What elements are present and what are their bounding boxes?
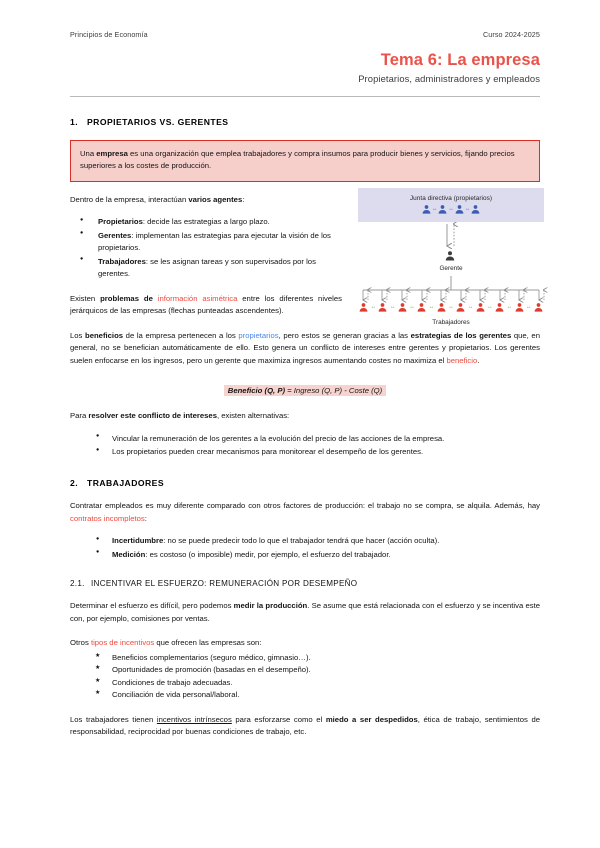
effort-b: . Se asume que está relacionada con el esfuerzo y se incentiva este con, por ejemplo, comisiones por ventas. <box>70 601 540 623</box>
manager-person-icon <box>444 250 456 262</box>
worker-link-arrow-icon: ↔ <box>467 303 474 310</box>
worker-link-arrow-icon: ↔ <box>428 303 435 310</box>
intrinsic-paragraph <box>70 714 540 739</box>
board-link-arrow-icon: ↔ <box>448 205 454 212</box>
profits-d: , pero estos se generan gracias a las <box>278 330 411 340</box>
list-item: ★ Conciliación de vida personal/laboral. <box>70 689 540 701</box>
resolve-list <box>70 433 540 459</box>
section-number-1: 1. <box>70 116 79 127</box>
intrinsic-bold: miedo a ser despedidos <box>325 714 418 724</box>
worker-link-arrow-icon: ↔ <box>525 303 532 310</box>
list-item: ★ Condiciones de trabajo adecuadas. <box>70 677 540 689</box>
subsection-heading-2-1 <box>70 579 540 588</box>
worker-link-arrow-icon: ↔ <box>487 303 493 310</box>
subsection-title: INCENTIVAR EL ESFUERZO: REMUNERACIÓN POR DESEMPEÑO <box>91 579 358 589</box>
board-link-arrow-icon: ↔ <box>464 205 471 212</box>
agent-desc: : implementan las estrategias para ejecutar la visión de los propietarios. <box>98 230 331 253</box>
contract-desc: : es costoso (o imposible) medir, por ejemplo, el esfuerzo del trabajador. <box>145 549 391 559</box>
board-label: Junta directiva (propietarios) <box>409 195 493 202</box>
effort-bold: medir la producción <box>233 601 308 611</box>
workers-label: Trabajadores <box>432 319 470 326</box>
resolve-intro <box>70 410 540 422</box>
agents-intro-bold: varios agentes <box>188 194 243 204</box>
list-item: ★ Oportunidades de promoción (basadas en el desempeño). <box>70 664 540 676</box>
agent-term: Gerentes <box>98 230 132 240</box>
agents-intro-lead: Dentro de la empresa, interactúan <box>70 194 189 204</box>
asymmetry-highlight: información asimétrica <box>157 293 238 303</box>
contract-term: Medición <box>112 549 146 559</box>
section-number-2: 2. <box>70 478 79 489</box>
incentives-lead: Otros <box>70 638 91 648</box>
list-item: ● Vincular la remuneración de los gerentes a la evolución del precio de las acciones de la empresa. <box>70 433 540 445</box>
list-item <box>70 216 342 228</box>
workers-intro-paragraph <box>70 500 540 525</box>
worker-person-icon <box>416 302 427 313</box>
agent-term: Trabajadores <box>98 256 146 266</box>
list-item <box>70 549 540 561</box>
section-heading-1 <box>70 117 540 127</box>
agent-desc: : decide las estrategias a largo plazo. <box>142 217 270 227</box>
worker-link-arrow-icon: ↔ <box>409 303 415 310</box>
worker-person-icon <box>397 302 408 313</box>
incentives-intro <box>70 637 540 649</box>
worker-person-icon <box>514 302 525 313</box>
profits-f: . <box>477 355 480 365</box>
document-header <box>70 30 540 39</box>
owner-person-icon <box>470 204 481 215</box>
board-link-arrow-icon: ↔ <box>431 205 438 212</box>
worker-link-arrow-icon: ↔ <box>370 303 377 310</box>
list-item <box>70 256 342 281</box>
definition-box <box>70 140 540 182</box>
formula-bold-part: Beneficio (Q, P) <box>227 386 286 396</box>
incentive-types-highlight: tipos de incentivos <box>90 638 155 648</box>
worker-person-icon <box>455 302 466 313</box>
manager-label: Gerente <box>439 265 463 272</box>
asymmetry-bold: problemas de <box>100 293 158 303</box>
manager-icon-wrap <box>444 250 458 262</box>
effort-a: Determinar el esfuerzo es difícil, pero podemos <box>70 601 234 611</box>
list-item: ★ Beneficios complementarios (seguro médico, gimnasio…). <box>70 652 540 664</box>
workers-icon-row <box>358 302 544 313</box>
profit-formula <box>224 385 386 396</box>
agent-term: Propietarios <box>98 217 143 227</box>
agents-intro <box>70 194 342 206</box>
agent-desc: : se les asignan tareas y son supervisados por los gerentes. <box>98 256 316 279</box>
owner-person-icon <box>421 204 432 215</box>
profits-benefit-highlight: beneficio <box>446 355 478 365</box>
profits-owners-highlight: propietarios <box>238 330 279 340</box>
definition-lead: Una <box>80 148 97 158</box>
profits-e: que, en general, no se benefician automáticamente de ello. Esto genera un conflicto de intereses entre gerentes y propietarios. Los gerentes suelen enfocarse en los ingresos, pero un gerente que maximiza ingresos aumentando costes no maximiza el <box>70 330 540 365</box>
incentives-list <box>70 652 540 702</box>
profits-bold-benefits: beneficios <box>85 330 124 340</box>
worker-person-icon <box>494 302 505 313</box>
formula-wrap <box>70 380 540 398</box>
title-block <box>70 51 540 84</box>
section-heading-2 <box>70 478 540 488</box>
asymmetry-paragraph <box>70 293 342 318</box>
worker-person-icon <box>436 302 447 313</box>
section-title-1: PROPIETARIOS VS. GERENTES <box>87 116 229 127</box>
asymmetry-b: entre los diferentes niveles jerárquicos de las empresas (flechas punteadas ascendentes). <box>70 293 342 316</box>
agents-intro-tail: : <box>242 194 245 204</box>
intrinsic-incentives-underline: incentivos intrínsecos <box>156 714 232 724</box>
worker-link-arrow-icon: ↔ <box>506 303 513 310</box>
org-chart-diagram <box>358 188 544 336</box>
list-item: ● Los propietarios pueden crear mecanismos para monitorear el desempeño de los gerentes. <box>70 446 540 458</box>
contract-desc: : no se puede predecir todo lo que el trabajador tendrá que hacer (acción oculta). <box>163 536 440 546</box>
subsection-number: 2.1. <box>70 579 85 589</box>
owner-person-icon <box>437 204 448 215</box>
intrinsic-a: Los trabajadores tienen <box>70 714 157 724</box>
page-subtitle: Propietarios, administradores y empleados <box>358 72 540 84</box>
intrinsic-b: para esforzarse como el <box>231 714 326 724</box>
workers-intro-a: Contratar empleados es muy diferente comparado con otros factores de producción: el trabajo no se compra, se alquila. Además, hay <box>70 501 540 511</box>
list-item <box>70 230 342 255</box>
board-icon-row <box>421 204 482 215</box>
worker-person-icon <box>358 302 369 313</box>
asymmetry-a: Existen <box>70 293 101 303</box>
header-divider <box>70 96 540 97</box>
profits-a: Los <box>70 330 86 340</box>
worker-person-icon <box>533 302 544 313</box>
worker-person-icon <box>377 302 388 313</box>
page-title: Tema 6: La empresa <box>380 51 540 69</box>
intrinsic-c: , ética de trabajo, sentimientos de responsabilidad, reciprocidad por buenas condiciones de trabajo, etc. <box>70 714 541 737</box>
contract-term: Incertidumbre <box>112 536 164 546</box>
resolve-tail: , existen alternativas: <box>216 411 290 421</box>
incentives-tail: que ofrecen las empresas son: <box>154 638 262 648</box>
workers-intro-b: : <box>144 513 147 523</box>
list-item <box>70 535 540 547</box>
definition-term: empresa <box>96 148 128 158</box>
contract-problems-list <box>70 535 540 561</box>
academic-year: Curso 2024-2025 <box>482 30 540 39</box>
owner-person-icon <box>454 204 465 215</box>
worker-person-icon <box>475 302 486 313</box>
board-of-directors-box <box>358 188 544 222</box>
profits-c: de la empresa pertenecen a los <box>123 330 239 340</box>
worker-link-arrow-icon: ↔ <box>448 303 454 310</box>
resolve-bold: resolver este conflicto de intereses <box>88 411 217 421</box>
incomplete-contracts-highlight: contratos incompletos <box>70 513 145 523</box>
formula-rest: = Ingreso (Q, P) - Coste (Q) <box>285 386 383 396</box>
course-name: Principios de Economía <box>70 30 148 39</box>
definition-rest: es una organización que emplea trabajadores y compra insumos para producir bienes y servicios, fijando precios superiores a los costes de producción. <box>80 148 515 171</box>
profits-bold-strategies: estrategias de los gerentes <box>410 330 512 340</box>
section-title-2: TRABAJADORES <box>87 478 165 489</box>
worker-link-arrow-icon: ↔ <box>389 303 396 310</box>
resolve-lead: Para <box>70 411 89 421</box>
effort-paragraph <box>70 600 540 625</box>
